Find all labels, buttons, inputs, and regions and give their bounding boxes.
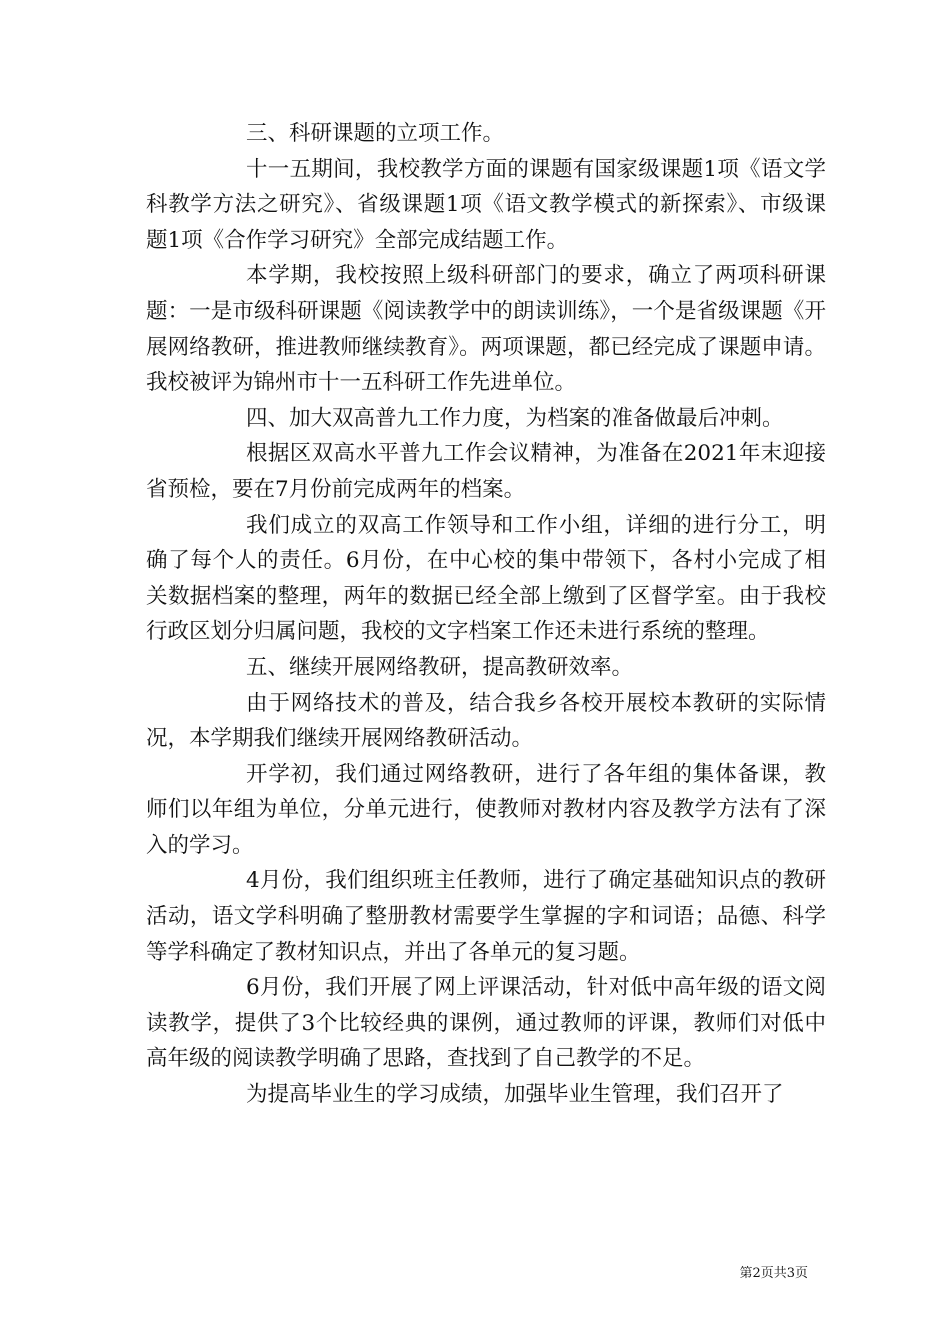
paragraph: 我们成立的双高工作领导和工作小组，详细的进行分工，明确了每个人的责任。6月份，在中心校的集中带领下，各村小完成了相关数据档案的整理，两年的数据已经全部上缴到了区督学室。由于我校行政区划分归属问题，我校的文字档案工作还未进行系统的整理。 bbox=[146, 512, 826, 645]
paragraph: 由于网络技术的普及，结合我乡各校开展校本教研的实际情况，本学期我们继续开展网络教研活动。 bbox=[146, 690, 826, 752]
paragraph: 6月份，我们开展了网上评课活动，针对低中高年级的语文阅读教学，提供了3个比较经典的课例，通过教师的评课，教师们对低中高年级的阅读教学明确了思路，查找到了自己教学的不足。 bbox=[146, 975, 826, 1072]
paragraph: 根据区双高水平普九工作会议精神，为准备在2021年末迎接省预检，要在7月份前完成两年的档案。 bbox=[146, 441, 826, 502]
paragraph: 十一五期间，我校教学方面的课题有国家级课题1项《语文学科教学方法之研究》、省级课题1项《语文教学模式的新探索》、市级课题1项《合作学习研究》全部完成结题工作。 bbox=[146, 156, 826, 253]
paragraph: 为提高毕业生的学习成绩，加强毕业生管理，我们召开了 bbox=[246, 1082, 784, 1108]
paragraph: 开学初，我们通过网络教研，进行了各年组的集体备课，教师们以年组为单位，分单元进行，使教师对教材内容及教学方法有了深入的学习。 bbox=[146, 761, 826, 858]
paragraph-section-4-heading: 四、加大双高普九工作力度，为档案的准备做最后冲刺。 bbox=[246, 405, 784, 431]
page-number-footer: 第2页共3页 bbox=[739, 1266, 808, 1281]
document-body bbox=[146, 116, 826, 1113]
paragraph-section-3-heading: 三、科研课题的立项工作。 bbox=[246, 121, 505, 146]
paragraph: 4月份，我们组织班主任教师，进行了确定基础知识点的教研活动，语文学科明确了整册教材需要学生掌握的字和词语；品德、科学等学科确定了教材知识点，并出了各单元的复习题。 bbox=[146, 868, 826, 965]
paragraph: 本学期，我校按照上级科研部门的要求，确立了两项科研课题：一是市级科研课题《阅读教学中的朗读训练》，一个是省级课题《开展网络教研，推进教师继续教育》。两项课题，都已经完成了课题申请。我校被评为锦州市十一五科研工作先进单位。 bbox=[146, 263, 826, 396]
paragraph-section-5-heading: 五、继续开展网络教研，提高教研效率。 bbox=[246, 654, 634, 680]
